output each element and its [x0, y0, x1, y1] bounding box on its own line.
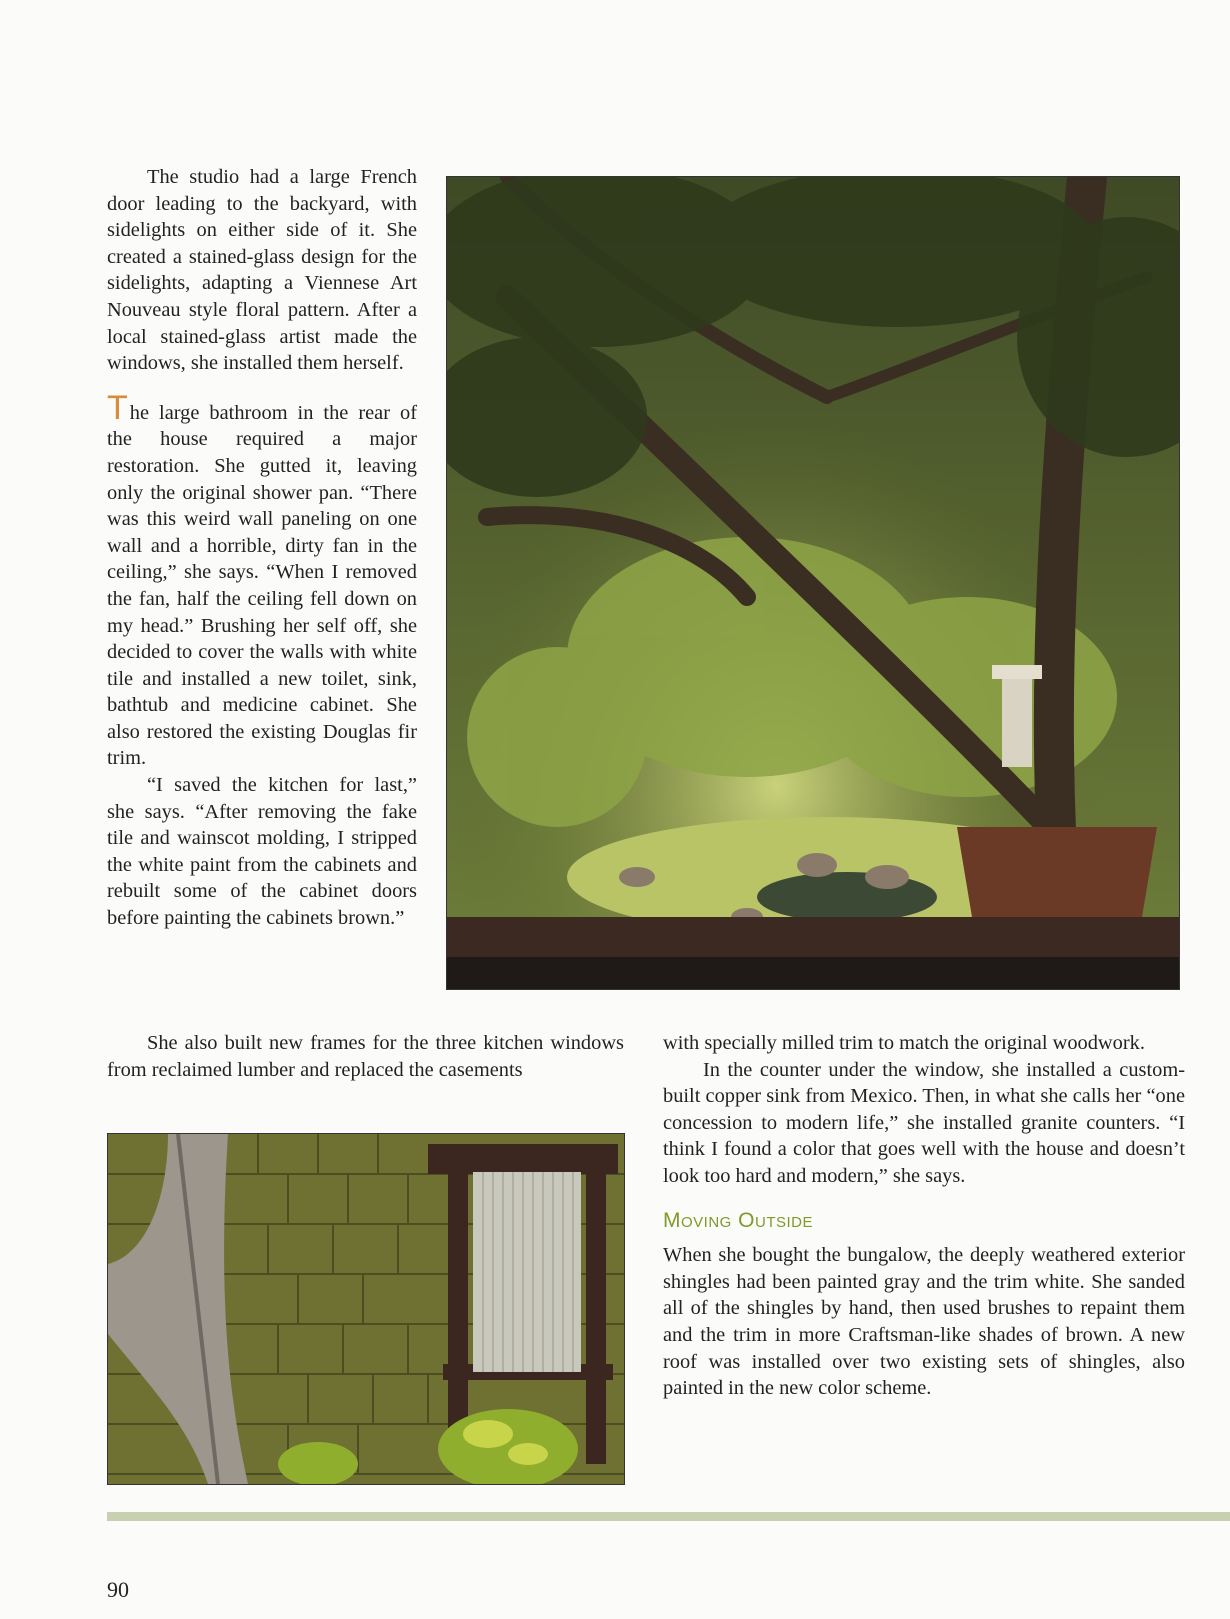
paragraph-bathroom [107, 388, 417, 772]
right-column [663, 1030, 1185, 1402]
paragraph-counter: In the counter under the window, she installed a custom-built copper sink from Mexico. Then, in what she calls her “one concession to modern life,” she installed granite counters. “I think I found a color that goes well with the house and doesn’t look too hard and modern,” she says. [663, 1058, 1185, 1187]
paragraph-studio: The studio had a large French door leading to the backyard, with sidelights on either side of it. She created a stained-glass design for the sidelights, adapting a Viennese Art Nouveau style floral pattern. After a local stained-glass artist made the windows, she installed them herself. [107, 166, 417, 375]
subhead-moving-outside: Moving Outside [663, 1208, 814, 1232]
paragraph-exterior: When she bought the bungalow, the deeply weathered exterior shingles had been painted gray and the trim white. She sanded all of the shingles by hand, then used brushes to repaint them and the trim in more Craftsman-like shades of brown. A new roof was installed over two existing sets of shingles, also painted in the new color scheme. [663, 1244, 1185, 1400]
paragraph-kitchen: “I saved the kitchen for last,” she says. “After removing the fake tile and wainscot molding, I stripped the white paint from the cabinets and rebuilt some of the cabinet doors before painting the cabinets brown.” [107, 774, 417, 930]
paragraph-windows-text: She also built new frames for the three kitchen windows from reclaimed lumber and replaced the casements [107, 1032, 624, 1081]
garden-photo [446, 176, 1180, 990]
paragraph-woodwork: with specially milled trim to match the original woodwork. [663, 1032, 1145, 1054]
footer-rule [107, 1512, 1230, 1521]
paragraph-bathroom-text: he large bathroom in the rear of the house required a major restoration. She gutted it, leaving only the original shower pan. “There was this weird wall paneling on one wall and a horrible, dirty fan in the ceiling,” she says. “When I removed the fan, half the ceiling fell down on my head.” Brushing her self off, she decided to cover the walls with white tile and installed a new toilet, sink, bathtub and medicine cabinet. She also restored the existing Douglas fir trim. [107, 401, 417, 770]
shingle-wall-image [108, 1134, 624, 1484]
drop-cap: T [107, 388, 128, 427]
garden-image [447, 177, 1179, 989]
shingle-wall-photo [107, 1133, 625, 1485]
left-column [107, 164, 417, 932]
page-number: 90 [107, 1577, 129, 1602]
paragraph-windows [107, 1030, 624, 1083]
